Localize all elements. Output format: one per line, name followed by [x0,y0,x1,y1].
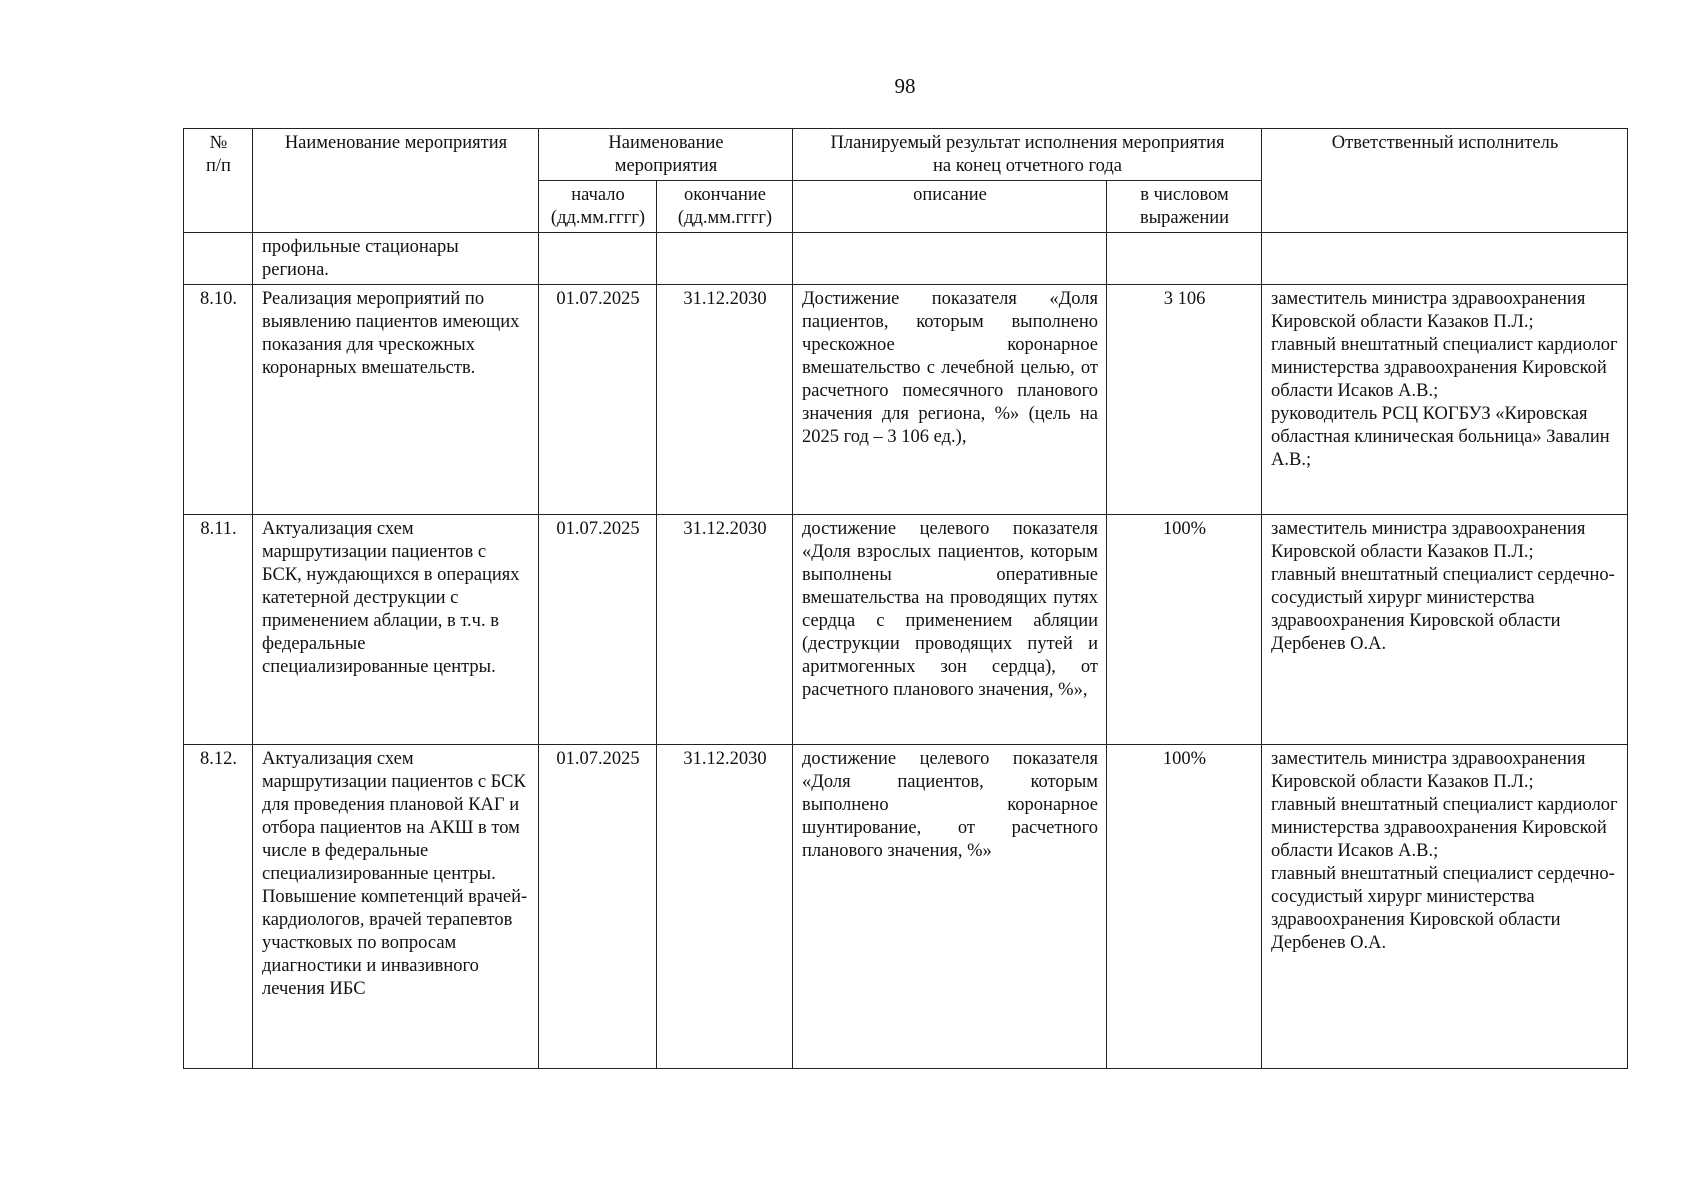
cell-name: профильные стационары региона. [253,233,539,285]
cell-start [539,233,657,285]
cell-num [184,233,253,285]
cell-start: 01.07.2025 [539,745,657,1069]
header-start: начало (дд.мм.гггг) [539,181,657,233]
cell-responsible [1262,233,1628,285]
header-responsible: Ответственный исполнитель [1262,129,1628,233]
table-row [184,745,1628,1069]
header-end: окончание (дд.мм.гггг) [657,181,793,233]
table-row [184,515,1628,745]
cell-numeric: 100% [1107,515,1262,745]
table-row-continuation [184,233,1628,285]
cell-numeric: 100% [1107,745,1262,1069]
activities-table [183,128,1628,1069]
page-number: 98 [894,74,916,98]
cell-start: 01.07.2025 [539,285,657,515]
cell-name: Реализация мероприятий по выявлению пациентов имеющих показания для чрескожных коронарных вмешательств. [253,285,539,515]
cell-num: 8.12. [184,745,253,1069]
cell-num: 8.11. [184,515,253,745]
header-row-1 [184,129,1628,181]
cell-numeric [1107,233,1262,285]
cell-numeric: 3 106 [1107,285,1262,515]
header-result: Планируемый результат исполнения мероприятия на конец отчетного года [793,129,1262,181]
cell-end: 31.12.2030 [657,515,793,745]
table-row [184,285,1628,515]
cell-num: 8.10. [184,285,253,515]
cell-description [793,233,1107,285]
header-numeric: в числовом выражении [1107,181,1262,233]
cell-name: Актуализация схем маршрутизации пациентов с БСК для проведения плановой КАГ и отбора пациентов на АКШ в том числе в федеральные специализированные центры. Повышение компетенций врачей-кардиологов, врачей терапевтов участковых по вопросам диагностики и инвазивного лечения ИБС [253,745,539,1069]
cell-responsible: заместитель министра здравоохранения Кировской области Казаков П.Л.; главный внештатный специалист кардиолог министерства здравоохранения Кировской области Исаков А.В.; главный внештатный специалист сердечно-сосудистый хирург министерства здравоохранения Кировской области Дербенев О.А. [1262,745,1628,1069]
cell-responsible: заместитель министра здравоохранения Кировской области Казаков П.Л.; главный внештатный специалист кардиолог министерства здравоохранения Кировской области Исаков А.В.; руководитель РСЦ КОГБУЗ «Кировская областная клиническая больница» Завалин А.В.; [1262,285,1628,515]
cell-end: 31.12.2030 [657,285,793,515]
cell-description: Достижение показателя «Доля пациентов, которым выполнено чрескожное коронарное вмешательство с лечебной целью, от расчетного помесячного планового значения для региона, %» (цель на 2025 год – 3 106 ед.), [793,285,1107,515]
cell-end: 31.12.2030 [657,745,793,1069]
cell-name: Актуализация схем маршрутизации пациентов с БСК, нуждающихся в операциях катетерной деструкции с применением аблации, в т.ч. в федеральные специализированные центры. [253,515,539,745]
cell-end [657,233,793,285]
cell-description: достижение целевого показателя «Доля взрослых пациентов, которым выполнены оперативные вмешательства на проводящих путях сердца с применением абляции (деструкции проводящих путей и аритмогенных зон сердца), от расчетного планового значения, %», [793,515,1107,745]
header-description: описание [793,181,1107,233]
header-period: Наименование мероприятия [539,129,793,181]
cell-start: 01.07.2025 [539,515,657,745]
cell-responsible: заместитель министра здравоохранения Кировской области Казаков П.Л.; главный внештатный специалист сердечно-сосудистый хирург министерства здравоохранения Кировской области Дербенев О.А. [1262,515,1628,745]
header-num: № п/п [184,129,253,233]
header-name: Наименование мероприятия [253,129,539,233]
cell-description: достижение целевого показателя «Доля пациентов, которым выполнено коронарное шунтирование, от расчетного планового значения, %» [793,745,1107,1069]
